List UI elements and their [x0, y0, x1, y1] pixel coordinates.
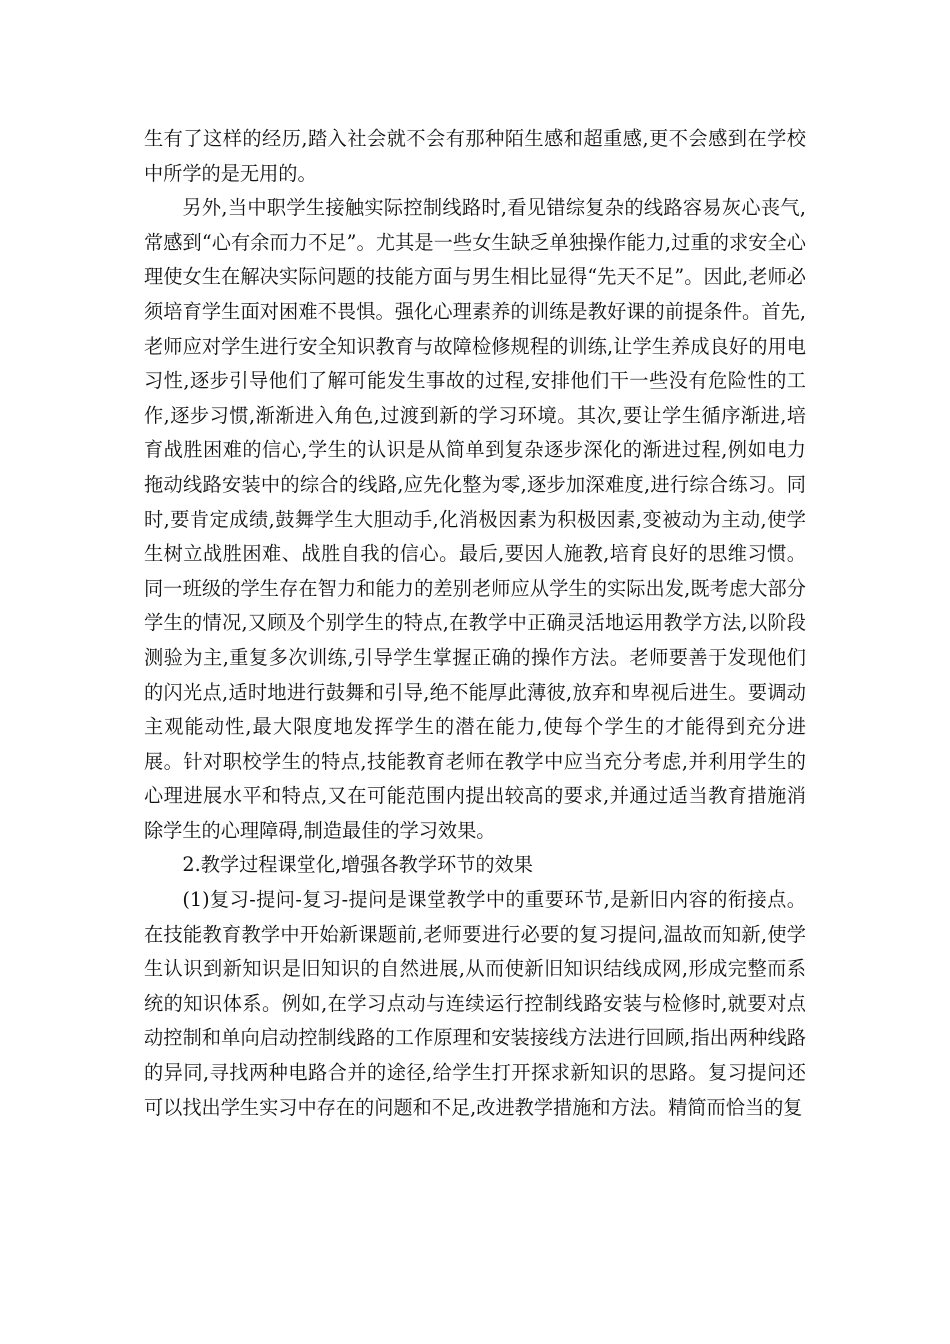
paragraph-review-questions: (1)复习-提问-复习-提问是课堂教学中的重要环节,是新旧内容的衔接点。在技能教育教学中开始新课题前,老师要进行必要的复习提问,温故而知新,使学生认识到新知识是旧知识的自然进展,从而使新旧知识结线成网,形成完整而系统的知识体系。例如,在学习点动与连续运行控制线路安装与检修时,就要对点动控制和单向启动控制线路的工作原理和安装接线方法进行回顾,指出两种线路的异同,寻找两种电路合并的途径,给学生打开探求新知识的思路。复习提问还可以找出学生实习中存在的问题和不足,改进教学措施和方法。精简而恰当的复: [144, 888, 806, 1119]
section-heading-teaching-process: 2.教学过程课堂化,增强各教学环节的效果: [182, 853, 533, 877]
paragraph-psychology-training: 另外,当中职学生接触实际控制线路时,看见错综复杂的线路容易灰心丧气,常感到“心有余而力不足”。尤其是一些女生缺乏单独操作能力,过重的求安全心理使女生在解决实际问题的技能方面与男生相比显得“先天不足”。因此,老师必须培育学生面对困难不畏惧。强化心理素养的训练是教好课的前提条件。首先,老师应对学生进行安全知识教育与故障检修规程的训练,让学生养成良好的用电习性,逐步引导他们了解可能发生事故的过程,安排他们干一些没有危险性的工作,逐步习惯,渐渐进入角色,过渡到新的学习环境。其次,要让学生循序渐进,培育战胜困难的信心,学生的认识是从简单到复杂逐步深化的渐进过程,例如电力拖动线路安装中的综合的线路,应先化整为零,逐步加深难度,进行综合练习。同时,要肯定成绩,鼓舞学生大胆动手,化消极因素为积极因素,变被动为主动,使学生树立战胜困难、战胜自我的信心。最后,要因人施教,培育良好的思维习惯。同一班级的学生存在智力和能力的差别老师应从学生的实际出发,既考虑大部分学生的情况,又顾及个别学生的特点,在教学中正确灵活地运用教学方法,以阶段测验为主,重复多次训练,引导学生掌握正确的操作方法。老师要善于发现他们的闪光点,适时地进行鼓舞和引导,绝不能厚此薄彼,放弃和卑视后进生。要调动主观能动性,最大限度地发挥学生的潜在能力,使每个学生的才能得到充分进展。针对职校学生的特点,技能教育老师在教学中应当充分考虑,并利用学生的心理进展水平和特点,又在可能范围内提出较高的要求,并通过适当教育措施消除学生的心理障碍,制造最佳的学习效果。: [144, 196, 806, 842]
document-body: [144, 122, 806, 1125]
paragraph-continuation: 生有了这样的经历,踏入社会就不会有那种陌生感和超重感,更不会感到在学校中所学的是无用的。: [144, 127, 806, 185]
